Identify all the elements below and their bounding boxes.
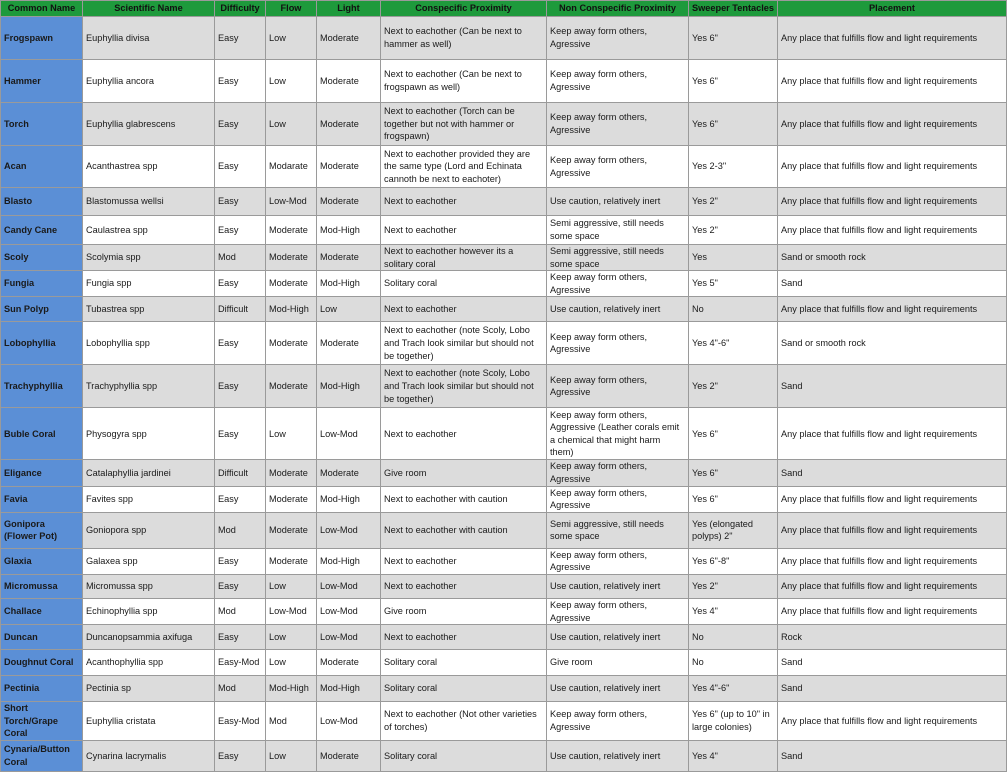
sweep-cell[interactable]: Yes 6"-8" (689, 548, 778, 574)
common-name-cell[interactable]: Sun Polyp (1, 297, 83, 322)
light-cell[interactable]: Low-Mod (317, 408, 381, 460)
flow-cell[interactable]: Low (266, 574, 317, 598)
column-header[interactable]: Sweeper Tentacles (689, 1, 778, 17)
nonconsp-cell[interactable]: Keep away form others, Aggressive (Leather corals emit a chemical that might harm them) (547, 408, 689, 460)
sci-cell[interactable]: Acanthophyllia spp (83, 650, 215, 676)
table-row (1, 625, 1007, 650)
flow-cell[interactable]: Moderate (266, 322, 317, 365)
sci-cell[interactable]: Scolymia spp (83, 245, 215, 271)
light-cell[interactable]: Moderate (317, 322, 381, 365)
column-header[interactable]: Light (317, 1, 381, 17)
common-name-cell[interactable]: Pectinia (1, 676, 83, 702)
nonconsp-cell[interactable]: Use caution, relatively inert (547, 625, 689, 650)
light-cell[interactable]: Low (317, 297, 381, 322)
consp-cell[interactable]: Next to eachother however its a solitary coral (381, 245, 547, 271)
column-header[interactable]: Flow (266, 1, 317, 17)
flow-cell[interactable]: Modarate (266, 146, 317, 188)
table-row (1, 460, 1007, 486)
table-body (1, 17, 1007, 772)
diff-cell[interactable]: Easy (215, 548, 266, 574)
sci-cell[interactable]: Pectinia sp (83, 676, 215, 702)
diff-cell[interactable]: Easy (215, 625, 266, 650)
sci-cell[interactable]: Physogyra spp (83, 408, 215, 460)
table-row (1, 676, 1007, 702)
flow-cell[interactable]: Moderate (266, 216, 317, 245)
place-cell[interactable]: Any place that fulfills flow and light requirements (778, 188, 1007, 216)
header-row (1, 1, 1007, 17)
place-cell[interactable]: Sand (778, 676, 1007, 702)
table-row (1, 17, 1007, 60)
light-cell[interactable]: Low-Mod (317, 702, 381, 741)
light-cell[interactable]: Low-Mod (317, 574, 381, 598)
place-cell[interactable]: Sand (778, 740, 1007, 771)
flow-cell[interactable]: Moderate (266, 486, 317, 512)
common-name-cell[interactable]: Micromussa (1, 574, 83, 598)
flow-cell[interactable]: Low (266, 408, 317, 460)
diff-cell[interactable]: Easy (215, 408, 266, 460)
sci-cell[interactable]: Echinophyllia spp (83, 598, 215, 624)
nonconsp-cell[interactable]: Give room (547, 650, 689, 676)
common-name-cell[interactable]: Fungia (1, 271, 83, 297)
light-cell[interactable]: Mod-High (317, 548, 381, 574)
sweep-cell[interactable]: Yes 6" (up to 10" in large colonies) (689, 702, 778, 741)
consp-cell[interactable]: Solitary coral (381, 676, 547, 702)
common-name-cell[interactable]: Blasto (1, 188, 83, 216)
light-cell[interactable]: Moderate (317, 740, 381, 771)
nonconsp-cell[interactable]: Keep away form others, Agressive (547, 322, 689, 365)
nonconsp-cell[interactable]: Use caution, relatively inert (547, 740, 689, 771)
consp-cell[interactable]: Solitary coral (381, 650, 547, 676)
diff-cell[interactable]: Easy (215, 60, 266, 103)
flow-cell[interactable]: Low (266, 17, 317, 60)
place-cell[interactable]: Any place that fulfills flow and light requirements (778, 216, 1007, 245)
nonconsp-cell[interactable]: Use caution, relatively inert (547, 574, 689, 598)
consp-cell[interactable]: Next to eachother provided they are the same type (Lord and Echinata cannoth be next to eachoter) (381, 146, 547, 188)
sweep-cell[interactable]: Yes 4" (689, 740, 778, 771)
flow-cell[interactable]: Moderate (266, 512, 317, 548)
common-name-cell[interactable]: Frogspawn (1, 17, 83, 60)
flow-cell[interactable]: Low (266, 103, 317, 146)
place-cell[interactable]: Sand (778, 365, 1007, 408)
place-cell[interactable]: Sand or smooth rock (778, 322, 1007, 365)
common-name-cell[interactable]: Scoly (1, 245, 83, 271)
table-row (1, 103, 1007, 146)
table-row (1, 146, 1007, 188)
sci-cell[interactable]: Fungia spp (83, 271, 215, 297)
sweep-cell[interactable]: No (689, 625, 778, 650)
sweep-cell[interactable]: Yes 6" (689, 460, 778, 486)
sweep-cell[interactable]: Yes 6" (689, 60, 778, 103)
place-cell[interactable]: Any place that fulfills flow and light requirements (778, 17, 1007, 60)
consp-cell[interactable]: Next to eachother (note Scoly, Lobo and Trach look similar but should not be together) (381, 365, 547, 408)
place-cell[interactable]: Any place that fulfills flow and light requirements (778, 598, 1007, 624)
diff-cell[interactable]: Easy (215, 322, 266, 365)
consp-cell[interactable]: Give room (381, 598, 547, 624)
sci-cell[interactable]: Euphyllia divisa (83, 17, 215, 60)
sweep-cell[interactable]: Yes 5" (689, 271, 778, 297)
common-name-cell[interactable]: Challace (1, 598, 83, 624)
flow-cell[interactable]: Moderate (266, 365, 317, 408)
flow-cell[interactable]: Moderate (266, 548, 317, 574)
flow-cell[interactable]: Moderate (266, 460, 317, 486)
consp-cell[interactable]: Next to eachother (381, 297, 547, 322)
common-name-cell[interactable]: Cynaria/Button Coral (1, 740, 83, 771)
sci-cell[interactable]: Lobophyllia spp (83, 322, 215, 365)
common-name-cell[interactable]: Lobophyllia (1, 322, 83, 365)
sweep-cell[interactable]: Yes 2-3" (689, 146, 778, 188)
consp-cell[interactable]: Next to eachother (Can be next to hammer as well) (381, 17, 547, 60)
common-name-cell[interactable]: Candy Cane (1, 216, 83, 245)
flow-cell[interactable]: Mod (266, 702, 317, 741)
table-row (1, 245, 1007, 271)
light-cell[interactable]: Moderate (317, 245, 381, 271)
sweep-cell[interactable]: Yes (elongated polyps) 2" (689, 512, 778, 548)
common-name-cell[interactable]: Eligance (1, 460, 83, 486)
light-cell[interactable]: Moderate (317, 146, 381, 188)
flow-cell[interactable]: Low-Mod (266, 188, 317, 216)
diff-cell[interactable]: Easy (215, 271, 266, 297)
diff-cell[interactable]: Easy-Mod (215, 702, 266, 741)
sci-cell[interactable]: Duncanopsammia axifuga (83, 625, 215, 650)
light-cell[interactable]: Moderate (317, 17, 381, 60)
consp-cell[interactable]: Next to eachother (381, 188, 547, 216)
nonconsp-cell[interactable]: Use caution, relatively inert (547, 676, 689, 702)
diff-cell[interactable]: Easy (215, 365, 266, 408)
light-cell[interactable]: Moderate (317, 103, 381, 146)
flow-cell[interactable]: Low (266, 60, 317, 103)
common-name-cell[interactable]: Duncan (1, 625, 83, 650)
sweep-cell[interactable]: Yes 6" (689, 17, 778, 60)
sci-cell[interactable]: Favites spp (83, 486, 215, 512)
table-row (1, 365, 1007, 408)
place-cell[interactable]: Any place that fulfills flow and light requirements (778, 408, 1007, 460)
common-name-cell[interactable]: Trachyphyllia (1, 365, 83, 408)
place-cell[interactable]: Any place that fulfills flow and light requirements (778, 297, 1007, 322)
light-cell[interactable]: Moderate (317, 60, 381, 103)
diff-cell[interactable]: Difficult (215, 460, 266, 486)
sweep-cell[interactable]: Yes 6" (689, 408, 778, 460)
nonconsp-cell[interactable]: Keep away form others, Agressive (547, 103, 689, 146)
light-cell[interactable]: Mod-High (317, 216, 381, 245)
common-name-cell[interactable]: Gonipora (Flower Pot) (1, 512, 83, 548)
sweep-cell[interactable]: Yes 2" (689, 216, 778, 245)
table-row (1, 702, 1007, 741)
table-row (1, 486, 1007, 512)
sci-cell[interactable]: Euphyllia cristata (83, 702, 215, 741)
flow-cell[interactable]: Mod-High (266, 676, 317, 702)
light-cell[interactable]: Moderate (317, 460, 381, 486)
sweep-cell[interactable]: Yes 6" (689, 486, 778, 512)
light-cell[interactable]: Low-Mod (317, 625, 381, 650)
light-cell[interactable]: Mod-High (317, 271, 381, 297)
nonconsp-cell[interactable]: Semi aggressive, still needs some space (547, 216, 689, 245)
table-row (1, 216, 1007, 245)
sweep-cell[interactable]: Yes 2" (689, 188, 778, 216)
sweep-cell[interactable]: No (689, 297, 778, 322)
sci-cell[interactable]: Trachyphyllia spp (83, 365, 215, 408)
common-name-cell[interactable]: Favia (1, 486, 83, 512)
diff-cell[interactable]: Mod (215, 676, 266, 702)
nonconsp-cell[interactable]: Keep away form others, Agressive (547, 146, 689, 188)
diff-cell[interactable]: Easy (215, 740, 266, 771)
column-header[interactable]: Common Name (1, 1, 83, 17)
diff-cell[interactable]: Easy (215, 486, 266, 512)
place-cell[interactable]: Any place that fulfills flow and light requirements (778, 512, 1007, 548)
sci-cell[interactable]: Euphyllia glabrescens (83, 103, 215, 146)
light-cell[interactable]: Low-Mod (317, 512, 381, 548)
column-header[interactable]: Non Conspecific Proximity (547, 1, 689, 17)
flow-cell[interactable]: Moderate (266, 271, 317, 297)
diff-cell[interactable]: Mod (215, 245, 266, 271)
column-header[interactable]: Scientific Name (83, 1, 215, 17)
sweep-cell[interactable]: Yes 2" (689, 365, 778, 408)
consp-cell[interactable]: Next to eachother (381, 574, 547, 598)
common-name-cell[interactable]: Glaxia (1, 548, 83, 574)
nonconsp-cell[interactable]: Keep away form others, Agressive (547, 486, 689, 512)
consp-cell[interactable]: Next to eachother (381, 216, 547, 245)
sweep-cell[interactable]: Yes (689, 245, 778, 271)
nonconsp-cell[interactable]: Use caution, relatively inert (547, 188, 689, 216)
diff-cell[interactable]: Easy-Mod (215, 650, 266, 676)
sci-cell[interactable]: Galaxea spp (83, 548, 215, 574)
place-cell[interactable]: Any place that fulfills flow and light requirements (778, 103, 1007, 146)
consp-cell[interactable]: Give room (381, 460, 547, 486)
place-cell[interactable]: Sand or smooth rock (778, 245, 1007, 271)
diff-cell[interactable]: Difficult (215, 297, 266, 322)
common-name-cell[interactable]: Short Torch/Grape Coral (1, 702, 83, 741)
sci-cell[interactable]: Acanthastrea spp (83, 146, 215, 188)
column-header[interactable]: Difficulty (215, 1, 266, 17)
table-row (1, 297, 1007, 322)
sweep-cell[interactable]: Yes 4"-6" (689, 676, 778, 702)
column-header[interactable]: Placement (778, 1, 1007, 17)
sci-cell[interactable]: Cynarina lacrymalis (83, 740, 215, 771)
common-name-cell[interactable]: Acan (1, 146, 83, 188)
place-cell[interactable]: Sand (778, 460, 1007, 486)
table-row (1, 322, 1007, 365)
diff-cell[interactable]: Easy (215, 574, 266, 598)
place-cell[interactable]: Any place that fulfills flow and light requirements (778, 548, 1007, 574)
place-cell[interactable]: Any place that fulfills flow and light requirements (778, 702, 1007, 741)
sci-cell[interactable]: Tubastrea spp (83, 297, 215, 322)
nonconsp-cell[interactable]: Keep away form others, Agressive (547, 60, 689, 103)
diff-cell[interactable]: Mod (215, 512, 266, 548)
diff-cell[interactable]: Mod (215, 598, 266, 624)
consp-cell[interactable]: Next to eachother (note Scoly, Lobo and Trach look similar but should not be together) (381, 322, 547, 365)
place-cell[interactable]: Any place that fulfills flow and light requirements (778, 486, 1007, 512)
table-row (1, 271, 1007, 297)
common-name-cell[interactable]: Buble Coral (1, 408, 83, 460)
consp-cell[interactable]: Next to eachother (381, 548, 547, 574)
nonconsp-cell[interactable]: Keep away form others, Agressive (547, 702, 689, 741)
table-row (1, 740, 1007, 771)
place-cell[interactable]: Rock (778, 625, 1007, 650)
table-row (1, 548, 1007, 574)
nonconsp-cell[interactable]: Keep away form others, Agressive (547, 17, 689, 60)
nonconsp-cell[interactable]: Semi aggressive, still needs some space (547, 512, 689, 548)
flow-cell[interactable]: Moderate (266, 245, 317, 271)
nonconsp-cell[interactable]: Keep away form others, Agressive (547, 548, 689, 574)
consp-cell[interactable]: Next to eachother (381, 408, 547, 460)
light-cell[interactable]: Moderate (317, 188, 381, 216)
diff-cell[interactable]: Easy (215, 216, 266, 245)
sweep-cell[interactable]: Yes 4"-6" (689, 322, 778, 365)
place-cell[interactable]: Sand (778, 650, 1007, 676)
nonconsp-cell[interactable]: Keep away form others, Agressive (547, 365, 689, 408)
nonconsp-cell[interactable]: Use caution, relatively inert (547, 297, 689, 322)
common-name-cell[interactable]: Doughnut Coral (1, 650, 83, 676)
nonconsp-cell[interactable]: Keep away form others, Agressive (547, 598, 689, 624)
sci-cell[interactable]: Micromussa spp (83, 574, 215, 598)
table-row (1, 598, 1007, 624)
sweep-cell[interactable]: No (689, 650, 778, 676)
light-cell[interactable]: Mod-High (317, 365, 381, 408)
place-cell[interactable]: Any place that fulfills flow and light requirements (778, 146, 1007, 188)
consp-cell[interactable]: Solitary coral (381, 740, 547, 771)
sci-cell[interactable]: Goniopora spp (83, 512, 215, 548)
consp-cell[interactable]: Next to eachother (Not other varieties of torches) (381, 702, 547, 741)
nonconsp-cell[interactable]: Keep away form others, Agressive (547, 271, 689, 297)
flow-cell[interactable]: Mod-High (266, 297, 317, 322)
sci-cell[interactable]: Blastomussa wellsi (83, 188, 215, 216)
sweep-cell[interactable]: Yes 6" (689, 103, 778, 146)
consp-cell[interactable]: Next to eachother (381, 625, 547, 650)
sci-cell[interactable]: Catalaphyllia jardinei (83, 460, 215, 486)
place-cell[interactable]: Any place that fulfills flow and light requirements (778, 60, 1007, 103)
light-cell[interactable]: Moderate (317, 650, 381, 676)
light-cell[interactable]: Mod-High (317, 486, 381, 512)
consp-cell[interactable]: Next to eachother with caution (381, 512, 547, 548)
consp-cell[interactable]: Next to eachother (Can be next to frogspawn as well) (381, 60, 547, 103)
sweep-cell[interactable]: Yes 4" (689, 598, 778, 624)
light-cell[interactable]: Low-Mod (317, 598, 381, 624)
table-row (1, 650, 1007, 676)
place-cell[interactable]: Sand (778, 271, 1007, 297)
nonconsp-cell[interactable]: Keep away form others, Agressive (547, 460, 689, 486)
column-header[interactable]: Conspecific Proximity (381, 1, 547, 17)
nonconsp-cell[interactable]: Semi aggressive, still needs some space (547, 245, 689, 271)
table-row (1, 408, 1007, 460)
consp-cell[interactable]: Next to eachother with caution (381, 486, 547, 512)
diff-cell[interactable]: Easy (215, 146, 266, 188)
table-row (1, 60, 1007, 103)
common-name-cell[interactable]: Torch (1, 103, 83, 146)
sci-cell[interactable]: Caulastrea spp (83, 216, 215, 245)
sweep-cell[interactable]: Yes 2" (689, 574, 778, 598)
table-row (1, 574, 1007, 598)
light-cell[interactable]: Mod-High (317, 676, 381, 702)
flow-cell[interactable]: Low (266, 740, 317, 771)
diff-cell[interactable]: Easy (215, 17, 266, 60)
consp-cell[interactable]: Solitary coral (381, 271, 547, 297)
table-row (1, 512, 1007, 548)
sci-cell[interactable]: Euphyllia ancora (83, 60, 215, 103)
consp-cell[interactable]: Next to eachother (Torch can be together but not with hammer or frogspawn) (381, 103, 547, 146)
diff-cell[interactable]: Easy (215, 103, 266, 146)
table-row (1, 188, 1007, 216)
common-name-cell[interactable]: Hammer (1, 60, 83, 103)
place-cell[interactable]: Any place that fulfills flow and light requirements (778, 574, 1007, 598)
flow-cell[interactable]: Low (266, 625, 317, 650)
flow-cell[interactable]: Low (266, 650, 317, 676)
diff-cell[interactable]: Easy (215, 188, 266, 216)
flow-cell[interactable]: Low-Mod (266, 598, 317, 624)
